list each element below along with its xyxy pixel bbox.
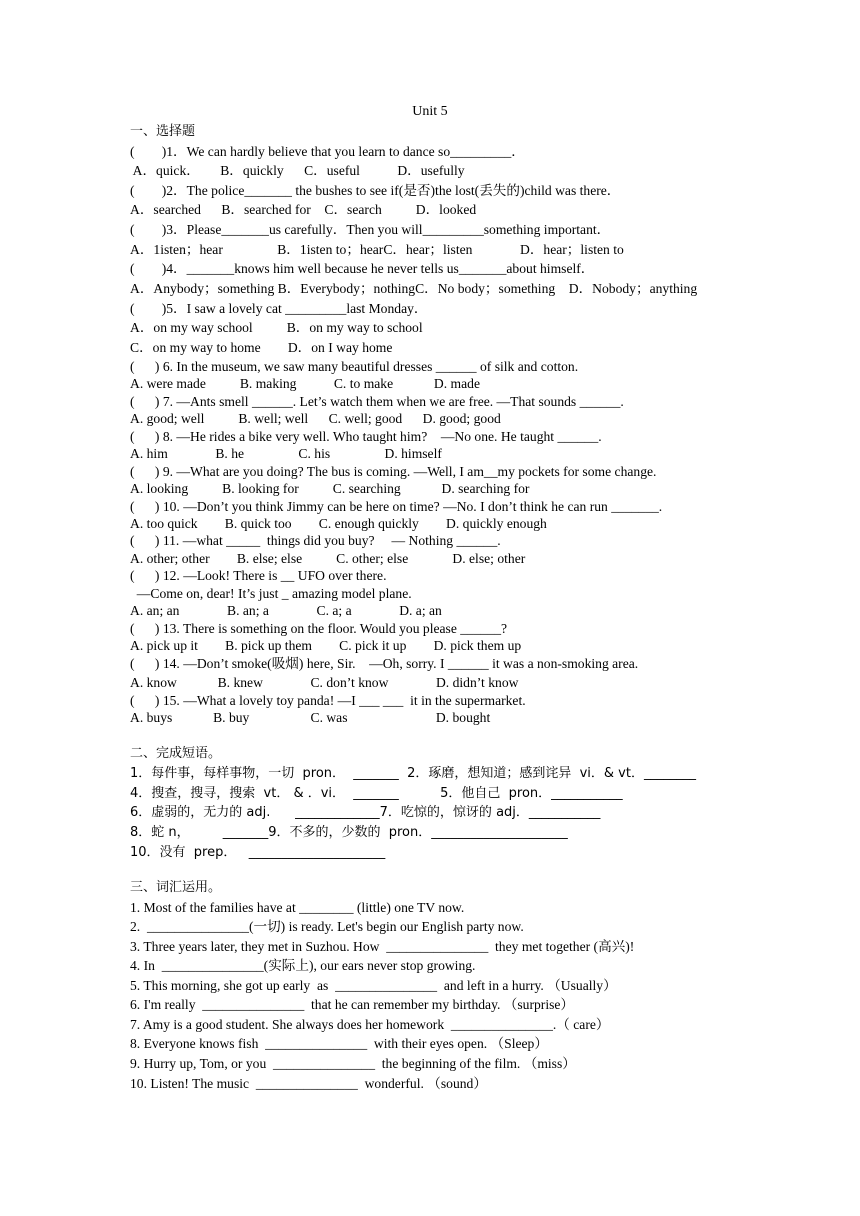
question-line: A. good; well B. well; well C. well; good D. good; good: [130, 411, 501, 426]
section-heading-choice: 一、选择题: [130, 124, 196, 139]
question-line: ( ) 13. There is something on the floor. Would you please ______?: [130, 621, 508, 636]
phrase-line: 1．每件事，每样事物，一切 pron． _______ 2．琢磨，想知道；感到诧异 vi．& vt．________: [130, 766, 696, 781]
question-line: A. pick up it B. pick up them C. pick it up D. pick them up: [130, 638, 522, 653]
question-line: A. an; an B. an; a C. a; a D. a; an: [130, 603, 442, 618]
question-line: A. looking B. looking for C. searching D. searching for: [130, 481, 530, 496]
question-line: A. too quick B. quick too C. enough quickly D. quickly enough: [130, 516, 547, 531]
phrase-line: 4．搜查，搜寻，搜索 vt． & ．vi． _______ 5．他自己 pron．___________: [130, 786, 623, 801]
question-line: A. were made B. making C. to make D. made: [130, 376, 480, 391]
question-line: A．1isten；hear B．1isten to；hearC．hear；listen D．hear；listen to: [130, 242, 624, 257]
question-line: A. know B. knew C. don’t know D. didn’t know: [130, 675, 519, 690]
question-line: —Come on, dear! It’s just _ amazing model plane.: [130, 586, 412, 601]
phrase-line: 6．虚弱的，无力的 adj. _____________7．吃惊的，惊讶的 adj．___________: [130, 805, 601, 820]
question-line: ( ) 11. —what _____ things did you buy? — Nothing ______.: [130, 533, 501, 548]
page-title: Unit 5: [412, 104, 448, 119]
question-line: ( ) 10. —Don’t you think Jimmy can be here on time? —No. I don’t think he can run _______.: [130, 499, 663, 514]
question-line: A．searched B．searched for C．search D．looked: [130, 202, 477, 217]
question-line: ( ) 15. —What a lovely toy panda! —I ___ ___ it in the supermarket.: [130, 693, 526, 708]
vocabulary-line: 3. Three years later, they met in Suzhou. How _______________ they met together (高兴)!: [130, 939, 635, 954]
vocabulary-line: 5. This morning, she got up early as _______________ and left in a hurry. （Usually）: [130, 978, 617, 993]
section-heading-vocabulary: 三、词汇运用。: [130, 880, 222, 895]
question-line: ( )3．Please_______us carefully．Then you will_________something important．: [130, 222, 611, 237]
vocabulary-line: 2. _______________(一切) is ready. Let's begin our English party now.: [130, 919, 524, 934]
vocabulary-line: 4. In _______________(实际上), our ears never stop growing.: [130, 958, 476, 973]
question-line: A. him B. he C. his D. himself: [130, 446, 442, 461]
vocabulary-line: 8. Everyone knows fish _______________ with their eyes open. （Sleep）: [130, 1036, 548, 1051]
question-line: A. buys B. buy C. was D. bought: [130, 710, 491, 725]
phrase-line: 8．蛇 n， _______9．不多的，少数的 pron．_____________________: [130, 825, 568, 840]
question-line: ( )2．The police_______ the bushes to see if(是否)the lost(丢失的)child was there．: [130, 183, 621, 198]
vocabulary-line: 1. Most of the families have at ________ (little) one TV now.: [130, 900, 465, 915]
question-line: ( )5．I saw a lovely cat _________last Monday．: [130, 301, 428, 316]
vocabulary-line: 6. I'm really _______________ that he can remember my birthday. （surprise）: [130, 997, 575, 1012]
question-line: ( ) 12. —Look! There is __ UFO over there.: [130, 568, 387, 583]
phrase-line: 10．没有 prep． _____________________: [130, 845, 386, 860]
question-line: ( ) 8. —He rides a bike very well. Who taught him? —No one. He taught ______.: [130, 429, 602, 444]
question-line: A. other; other B. else; else C. other; else D. else; other: [130, 551, 526, 566]
question-line: A．on my way school B．on my way to school: [130, 320, 423, 335]
question-line: C．on my way to home D．on I way home: [130, 340, 393, 355]
question-line: ( ) 6. In the museum, we saw many beautiful dresses ______ of silk and cotton.: [130, 359, 579, 374]
question-line: ( ) 14. —Don’t smoke(吸烟) here, Sir. —Oh, sorry. I ______ it was a non-smoking area.: [130, 656, 639, 671]
question-line: ( ) 9. —What are you doing? The bus is coming. —Well, I am__my pockets for some change.: [130, 464, 657, 479]
question-line: A．Anybody；something B．Everybody；nothingC．No body；something D．Nobody；anything: [130, 281, 698, 296]
question-line: A．quick． B．quickly C．useful D．usefully: [130, 163, 465, 178]
question-line: ( ) 7. —Ants smell ______. Let’s watch them when we are free. —That sounds ______.: [130, 394, 624, 409]
section-heading-phrases: 二、完成短语。: [130, 746, 222, 761]
vocabulary-line: 10. Listen! The music _______________ wonderful. （sound）: [130, 1076, 487, 1091]
question-line: ( )4．_______knows him well because he never tells us_______about himself．: [130, 261, 595, 276]
question-line: ( )1．We can hardly believe that you learn to dance so_________．: [130, 144, 525, 159]
vocabulary-line: 7. Amy is a good student. She always does her homework _______________.（ care）: [130, 1017, 610, 1032]
vocabulary-line: 9. Hurry up, Tom, or you _______________ the beginning of the film. （miss）: [130, 1056, 576, 1071]
